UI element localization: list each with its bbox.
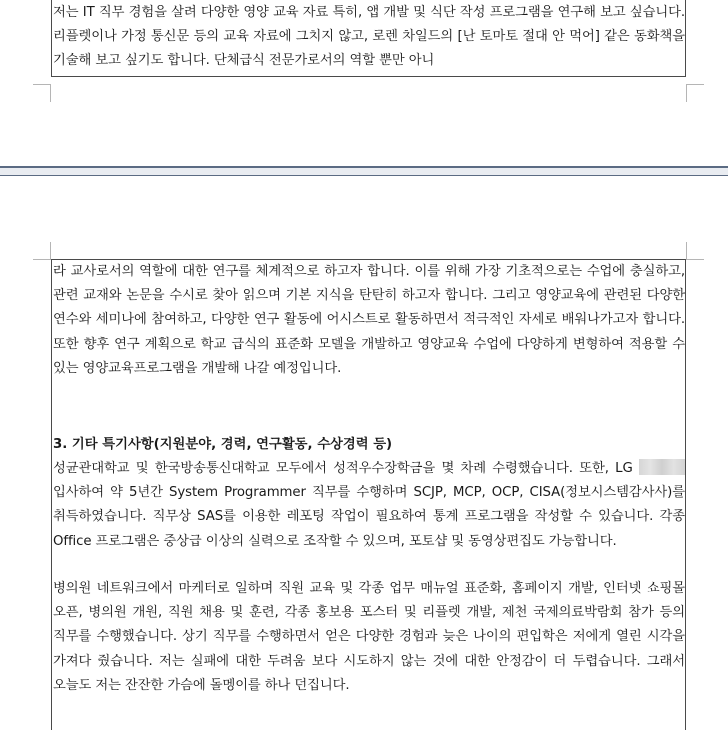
redacted-text: [639, 459, 685, 475]
text-box-left-border: [51, 259, 52, 730]
text-box-left-border: [51, 0, 52, 76]
document-page-2: [0, 176, 728, 730]
qualifications-text-end: 입사하여 약 5년간 System Programmer 직무를 수행하며 SCJP, MCP, OCP, CISA(정보시스템감사사)를 취득하였습니다. 직무상 SAS를 이용한 레포팅 작업이 필요하여 통계 프로그램을 작성할 수 있습니다. 각종 Office 프로그램은 중상급 이상의 실력으로 조작할 수 있으며, 포토샵 및 동영상편집도 가능합니다.: [53, 485, 685, 549]
document-page-1: [0, 0, 728, 166]
corner-mark-bottom-right: [686, 84, 704, 85]
paragraph-experience: 병의원 네트워크에서 마케터로 일하며 직원 교육 및 각종 업무 매뉴얼 표준화, 홈페이지 개발, 인터넷 쇼핑몰 오픈, 병의원 개원, 직원 채용 및 훈련, 각종 홍보용 포스터 및 리플렛 개발, 제천 국제의료박람회 참가 등의 직무를 수행했습니다. 상기 직무를 수행하면서 얻은 다양한 경험과 늦은 나이의 편입학은 저에게 열린 시각을 가져다 줬습니다. 저는 실패에 대한 두려움 보다 시도하지 않는 것에 대한 안정감이 더 두렵습니다. 그래서 오늘도 저는 잔잔한 가슴에 돌멩이를 하나 던집니다.: [53, 581, 685, 693]
section-heading: 3. 기타 특기사항(지원분야, 경력, 연구활동, 수상경력 등): [53, 437, 393, 452]
qualifications-text-start: 성균관대학교 및 한국방송통신대학교 모두에서 성적우수장학금을 몇 차례 수령했습니다. 또한, LG: [53, 461, 639, 476]
paragraph-qualifications: [53, 457, 685, 554]
corner-mark-top-left: [33, 259, 51, 260]
corner-mark-bottom-right: [686, 84, 687, 102]
corner-mark-top-left: [50, 242, 51, 260]
corner-mark-top-right: [686, 242, 687, 260]
text-box-right-border: [685, 0, 686, 76]
corner-mark-bottom-left: [33, 84, 51, 85]
text-box-right-border: [685, 259, 686, 730]
text-box-bottom-border: [51, 76, 686, 77]
page-separator: [0, 166, 728, 176]
paragraph-page1: 저는 IT 직무 경험을 살려 다양한 영양 교육 자료 특히, 앱 개발 및 식단 작성 프로그램을 연구해 보고 싶습니다. 리플렛이나 가정 통신문 등의 교육 자료에 그치지 않고, 로렌 차일드의 [난 토마토 절대 안 먹어] 같은 동화책을 기술해 보고 싶기도 합니다. 단체급식 전문가로서의 역할 뿐만 아니: [53, 5, 685, 69]
corner-mark-top-right: [686, 259, 704, 260]
paragraph-research-plan: 라 교사로서의 역할에 대한 연구를 체계적으로 하고자 합니다. 이를 위해 가장 기초적으로는 수업에 충실하고, 관련 교재와 논문을 수시로 찾아 읽으며 기본 지식을 탄탄히 하고자 합니다. 그리고 영양교육에 관련된 다양한 연수와 세미나에 참여하고, 다양한 연구 활동에 어시스트로 활동하면서 적극적인 자세로 배워나가고자 합니다. 또한 향후 연구 계획으로 학교 급식의 표준화 모델을 개발하고 영양교육 수업에 다양하게 변형하여 적용할 수 있는 영양교육프로그램을 개발해 나갈 예정입니다.: [53, 264, 685, 376]
corner-mark-bottom-left: [50, 84, 51, 102]
